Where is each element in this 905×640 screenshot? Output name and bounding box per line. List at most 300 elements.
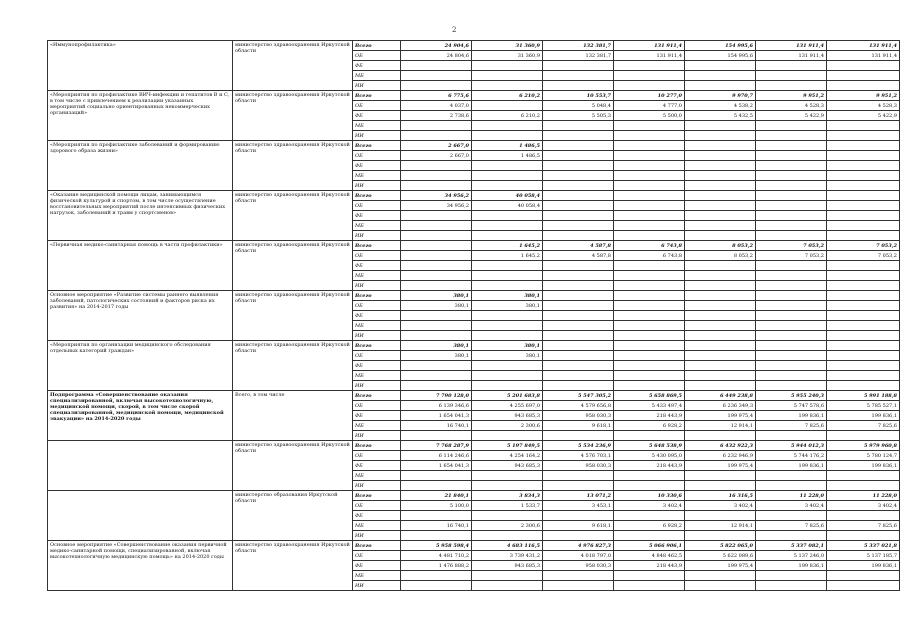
amount-cell: 4 976 827,3 bbox=[543, 541, 614, 551]
amount-cell: 11 228,0 bbox=[827, 491, 900, 501]
amount-cell bbox=[614, 311, 685, 321]
amount-cell bbox=[614, 191, 685, 201]
amount-cell bbox=[827, 571, 900, 581]
amount-cell: 380,1 bbox=[472, 301, 543, 311]
amount-cell: 1 645,2 bbox=[472, 251, 543, 261]
amount-cell bbox=[401, 211, 472, 221]
funding-source: Всего bbox=[353, 341, 401, 351]
amount-cell: 12 914,1 bbox=[685, 421, 756, 431]
amount-cell bbox=[543, 221, 614, 231]
table-row bbox=[48, 41, 900, 51]
amount-cell bbox=[401, 281, 472, 291]
funding-source: ИИ bbox=[353, 131, 401, 141]
activity-name: «Мероприятия по профилактике заболеваний и формированию здорового образа жизни» bbox=[48, 141, 233, 191]
funding-source: Всего bbox=[353, 141, 401, 151]
amount-cell bbox=[401, 171, 472, 181]
amount-cell bbox=[685, 291, 756, 301]
amount-cell bbox=[685, 141, 756, 151]
amount-cell: 21 840,1 bbox=[401, 491, 472, 501]
amount-cell bbox=[756, 141, 827, 151]
amount-cell bbox=[472, 531, 543, 541]
funding-source: ФБ bbox=[353, 561, 401, 571]
amount-cell: 5 201 683,8 bbox=[472, 391, 543, 401]
amount-cell bbox=[401, 231, 472, 241]
amount-cell bbox=[472, 221, 543, 231]
amount-cell: 5 944 012,3 bbox=[756, 441, 827, 451]
amount-cell: 6 743,8 bbox=[614, 241, 685, 251]
amount-cell bbox=[543, 571, 614, 581]
amount-cell bbox=[756, 151, 827, 161]
amount-cell: 199 836,1 bbox=[827, 411, 900, 421]
amount-cell: 40 058,4 bbox=[472, 191, 543, 201]
amount-cell: 4 037,0 bbox=[401, 101, 472, 111]
amount-cell bbox=[685, 471, 756, 481]
amount-cell: 10 553,7 bbox=[543, 91, 614, 101]
activity-name: «Мероприятия по организации медицинского обследования отдельных категорий граждан» bbox=[48, 341, 233, 391]
amount-cell bbox=[614, 281, 685, 291]
amount-cell: 380,1 bbox=[472, 341, 543, 351]
amount-cell bbox=[827, 361, 900, 371]
amount-cell bbox=[614, 181, 685, 191]
amount-cell: 3 402,4 bbox=[685, 501, 756, 511]
amount-cell: 6 114 246,6 bbox=[401, 451, 472, 461]
amount-cell: 380,1 bbox=[472, 351, 543, 361]
activity-name: Подпрограмма «Совершенствование оказания специализированной, включая высокотехнологичную, медицинской помощи, скорой, в том числе скорой специализированной, медицинской помощи, медицинской эвакуации» на 2014-2020 годы bbox=[48, 391, 233, 441]
amount-cell bbox=[401, 131, 472, 141]
amount-cell bbox=[543, 291, 614, 301]
amount-cell bbox=[827, 481, 900, 491]
amount-cell bbox=[827, 231, 900, 241]
amount-cell bbox=[756, 181, 827, 191]
amount-cell bbox=[685, 261, 756, 271]
amount-cell: 6 928,2 bbox=[614, 421, 685, 431]
table-row bbox=[48, 91, 900, 101]
amount-cell: 958 030,3 bbox=[543, 461, 614, 471]
amount-cell: 3 453,1 bbox=[543, 501, 614, 511]
amount-cell bbox=[614, 361, 685, 371]
amount-cell: 5 747 578,6 bbox=[756, 401, 827, 411]
amount-cell bbox=[614, 471, 685, 481]
amount-cell: 3 739 431,2 bbox=[472, 551, 543, 561]
activity-name: Основное мероприятие «Совершенствование оказания первичной медико-санитарной помощи, специализированной, включая высокотехнологичную медицинскую помощь» на 2014-2020 годы bbox=[48, 541, 233, 591]
amount-cell: 5 785 527,1 bbox=[827, 401, 900, 411]
funding-source: ФБ bbox=[353, 461, 401, 471]
amount-cell: 6 449 238,8 bbox=[685, 391, 756, 401]
amount-cell bbox=[756, 291, 827, 301]
amount-cell: 16 740,1 bbox=[401, 421, 472, 431]
amount-cell bbox=[543, 511, 614, 521]
amount-cell: 5 422,9 bbox=[756, 111, 827, 121]
amount-cell bbox=[827, 531, 900, 541]
amount-cell: 132 381,7 bbox=[543, 41, 614, 51]
amount-cell bbox=[543, 281, 614, 291]
amount-cell: 5 780 124,7 bbox=[827, 451, 900, 461]
amount-cell: 132 381,7 bbox=[543, 51, 614, 61]
amount-cell bbox=[472, 361, 543, 371]
amount-cell bbox=[685, 581, 756, 591]
amount-cell bbox=[472, 121, 543, 131]
amount-cell bbox=[472, 131, 543, 141]
funding-source: ИИ bbox=[353, 231, 401, 241]
amount-cell bbox=[827, 341, 900, 351]
amount-cell: 5 622 089,6 bbox=[685, 551, 756, 561]
amount-cell: 199 836,1 bbox=[756, 561, 827, 571]
amount-cell bbox=[756, 511, 827, 521]
executor-name: министерство здравоохранения Иркутской области bbox=[233, 341, 353, 391]
amount-cell: 9 951,2 bbox=[756, 91, 827, 101]
amount-cell: 4 683 116,5 bbox=[472, 541, 543, 551]
amount-cell: 13 071,2 bbox=[543, 491, 614, 501]
amount-cell bbox=[756, 301, 827, 311]
amount-cell: 131 911,4 bbox=[756, 51, 827, 61]
funding-source: ОБ bbox=[353, 101, 401, 111]
amount-cell: 5 048,4 bbox=[543, 101, 614, 111]
amount-cell bbox=[401, 121, 472, 131]
amount-cell: 4 255 697,0 bbox=[472, 401, 543, 411]
amount-cell bbox=[827, 211, 900, 221]
amount-cell bbox=[827, 581, 900, 591]
amount-cell bbox=[685, 171, 756, 181]
amount-cell bbox=[685, 81, 756, 91]
amount-cell: 943 685,3 bbox=[472, 561, 543, 571]
funding-source: ИИ bbox=[353, 181, 401, 191]
amount-cell: 131 911,4 bbox=[614, 41, 685, 51]
amount-cell bbox=[543, 351, 614, 361]
amount-cell bbox=[472, 161, 543, 171]
funding-source: Всего bbox=[353, 91, 401, 101]
amount-cell bbox=[472, 581, 543, 591]
amount-cell bbox=[543, 141, 614, 151]
amount-cell bbox=[614, 581, 685, 591]
funding-source: ИИ bbox=[353, 431, 401, 441]
amount-cell bbox=[827, 121, 900, 131]
executor-name: министерство здравоохранения Иркутской области bbox=[233, 91, 353, 141]
amount-cell: 199 836,1 bbox=[756, 411, 827, 421]
amount-cell: 5 433 497,4 bbox=[614, 401, 685, 411]
amount-cell bbox=[472, 571, 543, 581]
amount-cell bbox=[614, 201, 685, 211]
amount-cell: 31 360,9 bbox=[472, 41, 543, 51]
amount-cell: 8 053,2 bbox=[685, 241, 756, 251]
amount-cell bbox=[472, 171, 543, 181]
amount-cell bbox=[756, 481, 827, 491]
amount-cell bbox=[543, 471, 614, 481]
amount-cell bbox=[756, 351, 827, 361]
amount-cell: 943 685,3 bbox=[472, 411, 543, 421]
amount-cell bbox=[827, 371, 900, 381]
amount-cell bbox=[472, 101, 543, 111]
amount-cell bbox=[827, 181, 900, 191]
amount-cell: 131 911,4 bbox=[756, 41, 827, 51]
amount-cell bbox=[543, 341, 614, 351]
funding-source: МБ bbox=[353, 571, 401, 581]
page-number: 2 bbox=[452, 26, 457, 34]
amount-cell: 5 066 906,1 bbox=[614, 541, 685, 551]
amount-cell: 5 197 849,5 bbox=[472, 441, 543, 451]
amount-cell: 4 587,8 bbox=[543, 251, 614, 261]
amount-cell bbox=[614, 151, 685, 161]
amount-cell: 16 316,5 bbox=[685, 491, 756, 501]
amount-cell: 5 979 960,8 bbox=[827, 441, 900, 451]
amount-cell: 2 667,0 bbox=[401, 151, 472, 161]
amount-cell bbox=[685, 151, 756, 161]
amount-cell bbox=[401, 381, 472, 391]
amount-cell bbox=[685, 71, 756, 81]
amount-cell: 199 975,4 bbox=[685, 411, 756, 421]
amount-cell: 1 654 041,3 bbox=[401, 461, 472, 471]
amount-cell bbox=[756, 311, 827, 321]
amount-cell: 1 654 041,3 bbox=[401, 411, 472, 421]
amount-cell: 7 790 128,0 bbox=[401, 391, 472, 401]
amount-cell bbox=[543, 381, 614, 391]
amount-cell bbox=[685, 311, 756, 321]
amount-cell bbox=[401, 581, 472, 591]
amount-cell bbox=[543, 161, 614, 171]
funding-source: МБ bbox=[353, 121, 401, 131]
amount-cell: 5 337 021,8 bbox=[827, 541, 900, 551]
amount-cell bbox=[685, 361, 756, 371]
amount-cell bbox=[756, 581, 827, 591]
funding-source: ИИ bbox=[353, 281, 401, 291]
amount-cell: 4 587,8 bbox=[543, 241, 614, 251]
amount-cell bbox=[614, 301, 685, 311]
amount-cell bbox=[401, 571, 472, 581]
amount-cell bbox=[543, 171, 614, 181]
table-row bbox=[48, 491, 900, 501]
amount-cell: 7 768 287,9 bbox=[401, 441, 472, 451]
funding-source: ФБ bbox=[353, 511, 401, 521]
amount-cell bbox=[543, 581, 614, 591]
amount-cell bbox=[401, 361, 472, 371]
funding-source: ИИ bbox=[353, 81, 401, 91]
amount-cell bbox=[756, 271, 827, 281]
amount-cell bbox=[685, 271, 756, 281]
amount-cell bbox=[756, 361, 827, 371]
amount-cell bbox=[685, 221, 756, 231]
amount-cell: 218 443,9 bbox=[614, 461, 685, 471]
amount-cell bbox=[543, 301, 614, 311]
amount-cell: 2 667,0 bbox=[401, 141, 472, 151]
amount-cell: 131 911,4 bbox=[827, 41, 900, 51]
amount-cell bbox=[543, 261, 614, 271]
funding-source: МБ bbox=[353, 171, 401, 181]
activity-name bbox=[48, 441, 233, 491]
amount-cell: 131 911,4 bbox=[614, 51, 685, 61]
executor-name: министерство здравоохранения Иркутской области bbox=[233, 141, 353, 191]
amount-cell bbox=[543, 531, 614, 541]
funding-source: МБ bbox=[353, 221, 401, 231]
amount-cell: 380,1 bbox=[401, 341, 472, 351]
amount-cell bbox=[756, 171, 827, 181]
amount-cell bbox=[543, 191, 614, 201]
amount-cell: 131 911,4 bbox=[827, 51, 900, 61]
amount-cell bbox=[472, 211, 543, 221]
funding-source: ОБ bbox=[353, 551, 401, 561]
amount-cell bbox=[614, 231, 685, 241]
amount-cell: 218 443,9 bbox=[614, 411, 685, 421]
amount-cell bbox=[614, 321, 685, 331]
funding-source: МБ bbox=[353, 471, 401, 481]
amount-cell bbox=[614, 261, 685, 271]
amount-cell bbox=[756, 221, 827, 231]
amount-cell bbox=[614, 481, 685, 491]
amount-cell bbox=[827, 201, 900, 211]
executor-name: министерство здравоохранения Иркутской области bbox=[233, 441, 353, 491]
amount-cell bbox=[685, 161, 756, 171]
amount-cell bbox=[756, 281, 827, 291]
amount-cell bbox=[614, 571, 685, 581]
activity-name: «Мероприятия по профилактике ВИЧ-инфекции и гепатитов В и С, в том числе с привлечением к реализации указанных мероприятий социально ориентированных некоммерческих организаций» bbox=[48, 91, 233, 141]
amount-cell: 1 486,5 bbox=[472, 141, 543, 151]
amount-cell: 4 579 656,8 bbox=[543, 401, 614, 411]
amount-cell: 1 486,5 bbox=[472, 151, 543, 161]
amount-cell bbox=[401, 371, 472, 381]
activity-name: «Оказание медицинской помощи лицам, занимающимся физической культурой и спортом, в том числе осуществление восстановительных мероприятий после интенсивных физических нагрузок, заболеваний и травм у спортсменов» bbox=[48, 191, 233, 241]
amount-cell: 6 236 349,3 bbox=[685, 401, 756, 411]
funding-source: ОБ bbox=[353, 401, 401, 411]
amount-cell: 5 432,5 bbox=[685, 111, 756, 121]
amount-cell bbox=[543, 61, 614, 71]
amount-cell: 8 053,2 bbox=[685, 251, 756, 261]
amount-cell bbox=[401, 221, 472, 231]
amount-cell bbox=[685, 351, 756, 361]
amount-cell bbox=[614, 511, 685, 521]
amount-cell bbox=[614, 81, 685, 91]
funding-source: ИИ bbox=[353, 331, 401, 341]
amount-cell bbox=[827, 261, 900, 271]
amount-cell: 5 744 176,2 bbox=[756, 451, 827, 461]
amount-cell: 199 836,1 bbox=[827, 561, 900, 571]
funding-source: ФБ bbox=[353, 61, 401, 71]
amount-cell: 5 137 246,0 bbox=[756, 551, 827, 561]
amount-cell: 154 995,6 bbox=[685, 41, 756, 51]
amount-cell bbox=[827, 471, 900, 481]
amount-cell bbox=[756, 231, 827, 241]
amount-cell: 6 432 922,3 bbox=[685, 441, 756, 451]
amount-cell: 2 738,6 bbox=[401, 111, 472, 121]
amount-cell bbox=[543, 481, 614, 491]
amount-cell bbox=[685, 341, 756, 351]
table-row bbox=[48, 341, 900, 351]
executor-name: Всего, в том числе bbox=[233, 391, 353, 441]
amount-cell bbox=[401, 251, 472, 261]
amount-cell: 9 618,1 bbox=[543, 521, 614, 531]
amount-cell bbox=[685, 511, 756, 521]
amount-cell bbox=[756, 571, 827, 581]
amount-cell bbox=[827, 431, 900, 441]
funding-source: ОБ bbox=[353, 301, 401, 311]
funding-source: ОБ bbox=[353, 51, 401, 61]
amount-cell: 6 210,2 bbox=[472, 111, 543, 121]
amount-cell bbox=[472, 181, 543, 191]
amount-cell bbox=[756, 81, 827, 91]
amount-cell: 4 528,3 bbox=[827, 101, 900, 111]
amount-cell bbox=[543, 321, 614, 331]
funding-source: ФБ bbox=[353, 111, 401, 121]
amount-cell bbox=[756, 371, 827, 381]
funding-source: ИИ bbox=[353, 381, 401, 391]
amount-cell: 5 955 240,3 bbox=[756, 391, 827, 401]
amount-cell bbox=[543, 371, 614, 381]
amount-cell: 7 053,2 bbox=[827, 251, 900, 261]
funding-source: ФБ bbox=[353, 261, 401, 271]
amount-cell bbox=[472, 261, 543, 271]
amount-cell: 7 825,6 bbox=[756, 421, 827, 431]
amount-cell bbox=[756, 341, 827, 351]
amount-cell: 10 277,0 bbox=[614, 91, 685, 101]
amount-cell: 5 100,0 bbox=[401, 501, 472, 511]
funding-source: ОБ bbox=[353, 201, 401, 211]
amount-cell: 7 053,2 bbox=[756, 241, 827, 251]
amount-cell bbox=[685, 281, 756, 291]
amount-cell: 10 330,6 bbox=[614, 491, 685, 501]
amount-cell bbox=[685, 481, 756, 491]
amount-cell bbox=[685, 331, 756, 341]
amount-cell: 4 528,3 bbox=[756, 101, 827, 111]
amount-cell bbox=[614, 271, 685, 281]
amount-cell: 5 648 538,9 bbox=[614, 441, 685, 451]
amount-cell bbox=[472, 281, 543, 291]
amount-cell bbox=[543, 311, 614, 321]
funding-source: Всего bbox=[353, 491, 401, 501]
amount-cell: 6 210,2 bbox=[472, 91, 543, 101]
amount-cell bbox=[401, 331, 472, 341]
funding-source: ФБ bbox=[353, 211, 401, 221]
amount-cell bbox=[685, 301, 756, 311]
amount-cell bbox=[756, 71, 827, 81]
amount-cell: 958 030,3 bbox=[543, 411, 614, 421]
amount-cell: 11 228,0 bbox=[756, 491, 827, 501]
amount-cell bbox=[614, 331, 685, 341]
amount-cell bbox=[472, 231, 543, 241]
funding-source: ИИ bbox=[353, 581, 401, 591]
amount-cell: 380,1 bbox=[401, 291, 472, 301]
funding-source: ОБ bbox=[353, 351, 401, 361]
amount-cell: 4 777,0 bbox=[614, 101, 685, 111]
amount-cell bbox=[472, 511, 543, 521]
amount-cell bbox=[756, 331, 827, 341]
funding-source: МБ bbox=[353, 421, 401, 431]
amount-cell: 199 975,4 bbox=[685, 561, 756, 571]
amount-cell bbox=[614, 131, 685, 141]
amount-cell: 5 534 236,9 bbox=[543, 441, 614, 451]
amount-cell bbox=[614, 381, 685, 391]
table-row bbox=[48, 391, 900, 401]
amount-cell bbox=[756, 211, 827, 221]
amount-cell: 154 995,6 bbox=[685, 51, 756, 61]
amount-cell bbox=[401, 261, 472, 271]
funding-source: ОБ bbox=[353, 151, 401, 161]
amount-cell bbox=[543, 331, 614, 341]
amount-cell bbox=[472, 311, 543, 321]
amount-cell bbox=[827, 351, 900, 361]
amount-cell: 40 058,4 bbox=[472, 201, 543, 211]
funding-source: ОБ bbox=[353, 501, 401, 511]
amount-cell bbox=[827, 321, 900, 331]
amount-cell: 5 422,9 bbox=[827, 111, 900, 121]
funding-source: МБ bbox=[353, 371, 401, 381]
amount-cell bbox=[614, 291, 685, 301]
amount-cell bbox=[614, 141, 685, 151]
amount-cell: 5 822 065,0 bbox=[685, 541, 756, 551]
funding-source: ИИ bbox=[353, 531, 401, 541]
funding-source: ОБ bbox=[353, 251, 401, 261]
amount-cell bbox=[685, 381, 756, 391]
amount-cell bbox=[401, 271, 472, 281]
amount-cell bbox=[543, 211, 614, 221]
amount-cell bbox=[401, 471, 472, 481]
amount-cell: 1 645,2 bbox=[472, 241, 543, 251]
